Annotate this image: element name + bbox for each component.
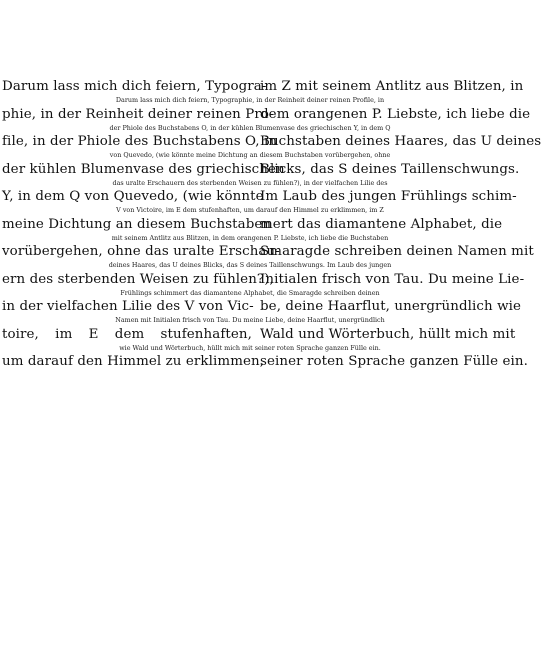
poem-row (2, 161, 520, 181)
left-column-line: toire, im E dem stufenhaften, (2, 326, 252, 342)
poem-row (2, 188, 517, 208)
left-column-line: Y, in dem Q von Quevedo, (wie könnte (2, 189, 264, 204)
right-column-line: Blicks, das S deines Taillenschwungs. (260, 161, 520, 177)
right-column-line: im Z mit seinem Antlitz aus Blitzen, in (260, 79, 524, 94)
right-column-line: Buchstaben deines Haares, das U deines (260, 134, 541, 149)
poem-row (2, 243, 534, 263)
interlinear-line: der Phiole des Buchstabens O, in der kühlen Blumenvase des griechischen Y, in dem Q (109, 123, 391, 132)
left-column-line: der kühlen Blumenvase des griechischen (2, 161, 285, 177)
poem-row (2, 133, 541, 153)
poem-row (2, 106, 531, 126)
left-column-line: meine Dichtung an diesem Buchstaben (2, 216, 272, 232)
right-column-line: dem orangenen P. Liebste, ich liebe die (260, 106, 531, 122)
interlinear-line: deines Haares, das U deines Blicks, das S deines Taillenschwungs. Im Laub des jungen (108, 261, 392, 269)
left-column-line: in der vielfachen Lilie des V von Vic- (2, 299, 254, 314)
left-column-line: vorübergehen, ohne das uralte Erschau- (2, 244, 280, 259)
poem-row (2, 78, 524, 98)
interlinear-line: das uralte Erschauern des sterbenden Weisen zu fühlen?), in der vielfachen Lilie des (112, 178, 388, 187)
interlinear-line: mit seinem Antlitz aus Blitzen, in dem orangenen P. Liebste, ich liebe die Buchstaben (111, 233, 389, 242)
left-column-line: phie, in der Reinheit deiner reinen Pro- (2, 106, 274, 122)
poem-row (2, 353, 528, 373)
poem-row (2, 326, 516, 346)
interlinear-line: wie Wald und Wörterbuch, hüllt mich mit seiner roten Sprache ganzen Fülle ein. (119, 343, 381, 352)
poem-row (2, 216, 503, 236)
right-column-line: seiner roten Sprache ganzen Fülle ein. (260, 354, 528, 369)
interlinear-line: Darum lass mich dich feiern, Typographie, in der Reinheit deiner reinen Profile, in (115, 96, 385, 104)
interlinear-line: Namen mit Initialen frisch von Tau. Du meine Liebe, deine Haarflut, unergründlich (115, 316, 385, 324)
left-column-line: um darauf den Himmel zu erklimmen, (2, 354, 265, 369)
left-column-line: file, in der Phiole des Buchstabens O, in (2, 134, 278, 149)
poem-row (2, 298, 522, 318)
interlinear-line: Frühlings schimmert das diamantene Alphabet, die Smaragde schreiben deinen (120, 288, 380, 297)
left-column-line: Darum lass mich dich feiern, Typogra- (2, 79, 267, 94)
right-column-line: be, deine Haarflut, unergründlich wie (260, 299, 522, 314)
interlinear-line: von Quevedo, (wie könnte meine Dichtung an diesem Buchstaben vorübergehen, ohne (109, 151, 391, 159)
right-column-line: Smaragde schreiben deinen Namen mit (260, 244, 534, 259)
right-column-line: Initialen frisch von Tau. Du meine Lie- (260, 271, 525, 287)
right-column-line: Wald und Wörterbuch, hüllt mich mit (260, 326, 516, 342)
left-column-line: ern des sterbenden Weisen zu fühlen?), (2, 271, 274, 287)
interlinear-line: V von Victoire, im E dem stufenhaften, um darauf den Himmel zu erklimmen, im Z (116, 206, 384, 214)
right-column-line: mert das diamantene Alphabet, die (260, 216, 503, 232)
poem-row (2, 271, 525, 291)
right-column-line: Im Laub des jungen Frühlings schim- (260, 189, 517, 204)
